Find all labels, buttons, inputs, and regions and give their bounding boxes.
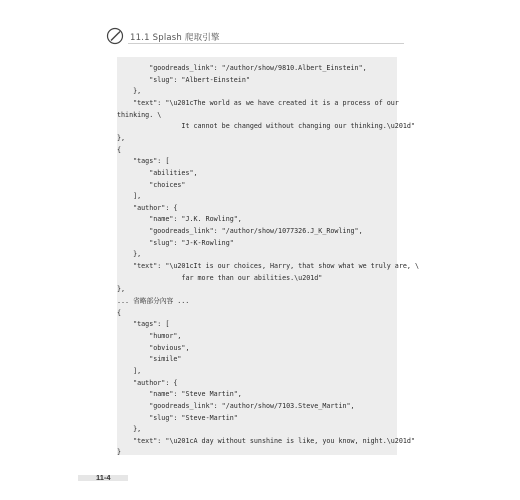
page-number: 11-4 bbox=[96, 473, 111, 482]
code-line: "author": { bbox=[117, 203, 178, 212]
code-line: { bbox=[117, 145, 122, 154]
code-line: "slug": "J-K-Rowling" bbox=[117, 238, 234, 247]
code-listing bbox=[117, 57, 419, 457]
code-line: "obvious", bbox=[117, 343, 190, 352]
code-line: } bbox=[117, 448, 122, 457]
code-line: "text": "\u201cThe world as we have created it is a process of our bbox=[117, 98, 399, 107]
code-line: }, bbox=[117, 133, 126, 142]
code-line: "name": "Steve Martin", bbox=[117, 390, 242, 399]
code-line: "text": "\u201cIt is our choices, Harry, that show what we truly are, \ bbox=[117, 262, 419, 271]
code-line: "text": "\u201cA day without sunshine is like, you know, night.\u201d" bbox=[117, 436, 415, 445]
code-line: }, bbox=[117, 425, 142, 434]
code-line: "simile" bbox=[117, 355, 182, 364]
code-line: "tags": [ bbox=[117, 320, 170, 329]
code-line: "goodreads_link": "/author/show/9810.Albert_Einstein", bbox=[117, 64, 367, 72]
code-line: ], bbox=[117, 366, 142, 375]
code-line: "abilities", bbox=[117, 168, 198, 177]
code-line: "goodreads_link": "/author/show/7103.Steve_Martin", bbox=[117, 401, 355, 410]
code-line: "tags": [ bbox=[117, 157, 170, 166]
gear-quill-icon bbox=[106, 27, 124, 45]
page-header bbox=[0, 0, 520, 48]
code-line: }, bbox=[117, 285, 126, 294]
chapter-title: 11.1 Splash 爬取引擎 bbox=[130, 33, 220, 43]
code-line: It cannot be changed without changing our thinking.\u201d" bbox=[117, 122, 415, 131]
code-line: ], bbox=[117, 192, 142, 201]
page-footer bbox=[0, 470, 520, 490]
code-line: far more than our abilities.\u201d" bbox=[117, 273, 323, 282]
header-divider bbox=[128, 43, 404, 44]
code-line: }, bbox=[117, 250, 142, 259]
code-line: "goodreads_link": "/author/show/1077326.J_K_Rowling", bbox=[117, 227, 363, 236]
code-line: "choices" bbox=[117, 180, 186, 189]
code-line: thinking. \ bbox=[117, 110, 162, 119]
code-line: ... 省略部分內容 ... bbox=[117, 297, 190, 305]
code-line: "author": { bbox=[117, 378, 178, 387]
code-line: { bbox=[117, 308, 122, 317]
code-line: "slug": "Albert-Einstein" bbox=[117, 75, 250, 84]
code-line: "name": "J.K. Rowling", bbox=[117, 215, 242, 224]
code-line: "slug": "Steve-Martin" bbox=[117, 413, 238, 422]
code-line: }, bbox=[117, 87, 142, 96]
code-line: "humor", bbox=[117, 331, 182, 340]
